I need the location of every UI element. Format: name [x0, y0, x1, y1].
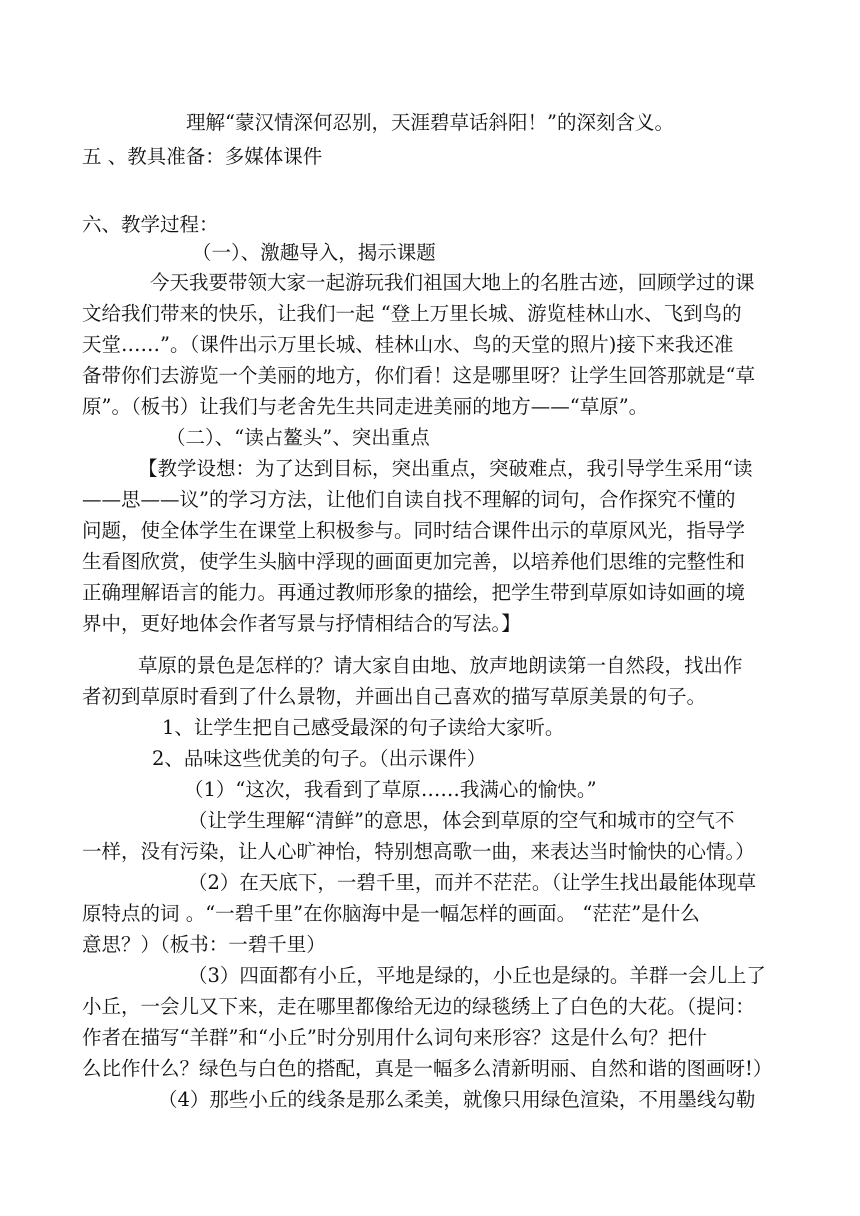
paragraph-line: 备带你们去游览一个美丽的地方，你们看！这是哪里呀？让学生回答那就是“草	[82, 364, 755, 387]
example-line: （2）在天底下，一碧千里，而并不茫茫。（让学生找出最能体现草	[188, 871, 757, 894]
step-line: 1、让学生把自己感受最深的句子读给大家听。	[162, 716, 565, 739]
paragraph-line: 文给我们带来的快乐，让我们一起 “登上万里长城、游览桂林山水、飞到鸟的	[82, 302, 742, 325]
teaching-idea-line: 问题，使全体学生在课堂上积极参与。同时结合课件出示的草原风光，指导学	[82, 519, 746, 542]
teaching-idea-line: 生看图欣赏，使学生头脑中浮现的画面更加完善，以培养他们思维的完整性和	[82, 550, 746, 573]
example-line: （1）“这次，我看到了草原……我满心的愉快。”	[184, 778, 597, 801]
objective-line: 理解“蒙汉情深何忍别，天涯碧草话斜阳！”的深刻含义。	[186, 111, 674, 134]
example-line: 小丘，一会儿又下来，走在哪里都像给无边的绿毯绣上了白色的大花。（提问：	[82, 995, 755, 1018]
teaching-idea-line: 正确理解语言的能力。再通过教师形象的描绘，把学生带到草原如诗如画的境	[82, 581, 746, 604]
section-heading-process: 六、教学过程：	[82, 213, 219, 236]
paragraph-line: 今天我要带领大家一起游玩我们祖国大地上的名胜古迹，回顾学过的课	[150, 271, 755, 294]
example-note-line: （让学生理解“清鲜”的意思，体会到草原的空气和城市的空气不	[188, 809, 735, 832]
example-note-line: 么比作什么？绿色与白色的搭配，真是一幅多么清新明丽、自然和谐的图画呀!）	[82, 1057, 773, 1080]
example-note-line: 一样，没有污染，让人心旷神怡，特别想高歌一曲，来表达当时愉快的心情。）	[82, 840, 755, 863]
example-line: （3）四面都有小丘，平地是绿的，小丘也是绿的。羊群一会儿上了	[188, 964, 766, 987]
example-note-line: 原特点的词 。“一碧千里”在你脑海中是一幅怎样的画面。 “茫茫”是什么	[82, 902, 700, 925]
paragraph-line: 草原的景色是怎样的？请大家自由地、放声地朗读第一自然段，找出作	[138, 654, 743, 677]
subheading-intro: （一）、激趣导入，揭示课题	[192, 241, 436, 264]
section-heading-materials: 五 、教具准备：多媒体课件	[82, 145, 323, 168]
paragraph-line: 者初到草原时看到了什么景物，并画出自己喜欢的描写草原美景的句子。	[82, 685, 707, 708]
example-note-line: 意思？）（板书：一碧千里）	[82, 933, 326, 956]
teaching-idea-line: 界中，更好地体会作者写景与抒情相结合的写法。】	[82, 612, 521, 635]
subheading-reading: （二）、“读占鳌头”、突出重点	[166, 426, 430, 449]
paragraph-line: 天堂……”。（课件出示万里长城、桂林山水、鸟的天堂的照片)接下来我还准	[82, 333, 734, 356]
example-note-line: 作者在描写“羊群”和“小丘”时分别用什么词句来形容？这是什么句？把什	[82, 1026, 707, 1049]
paragraph-line: 原”。（板书）让我们与老舍先生共同走进美丽的地方——“草原”。	[82, 395, 649, 418]
teaching-idea-line: 【教学设想：为了达到目标，突出重点，突破难点，我引导学生采用“读	[138, 457, 753, 480]
example-line: （4）那些小丘的线条是那么柔美，就像只用绿色渲染，不用墨线勾勒	[158, 1088, 756, 1111]
step-line: 2、品味这些优美的句子。（出示课件）	[152, 747, 487, 770]
teaching-idea-line: ——思——议”的学习方法，让他们自读自找不理解的词句，合作探究不懂的	[82, 488, 736, 511]
